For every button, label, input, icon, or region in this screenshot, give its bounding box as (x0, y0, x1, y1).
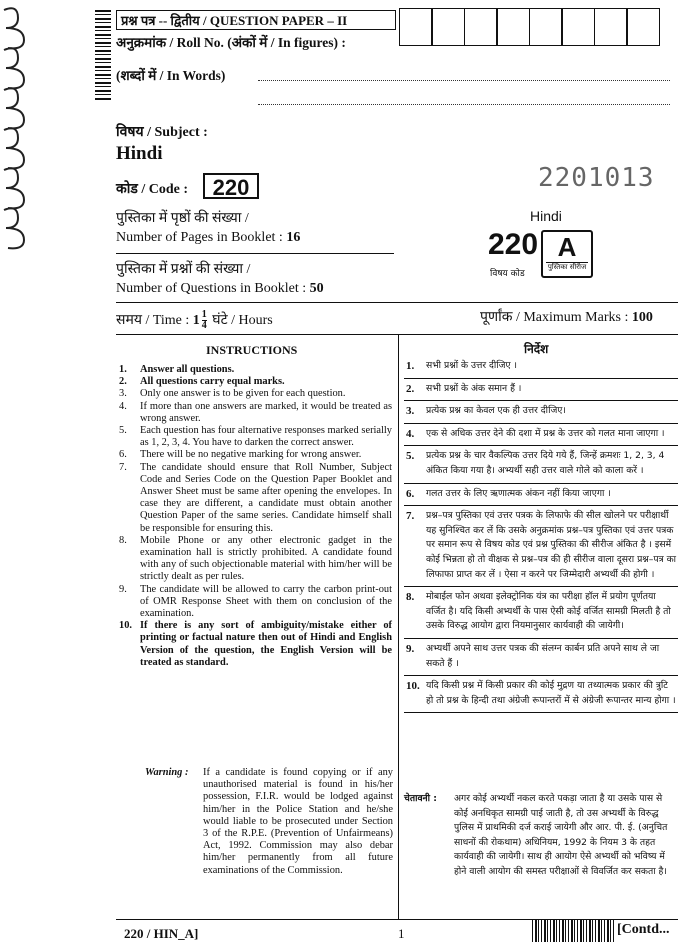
item-text: All questions carry equal marks. (140, 376, 285, 388)
list-item (116, 620, 392, 669)
contd-label: [Contd... (617, 922, 670, 937)
series-caption: पुस्तिका सीरीज (547, 263, 587, 271)
item-number: 10. (119, 620, 132, 632)
series-code: 220 (488, 228, 539, 261)
list-item (404, 590, 678, 639)
item-number: 9. (406, 642, 415, 655)
item-number: 3. (119, 388, 127, 400)
roll-box[interactable] (399, 8, 433, 46)
paper-title: प्रश्न पत्र -- द्वितीय / QUESTION PAPER – II (116, 10, 396, 30)
item-number: 4. (119, 400, 127, 412)
item-text: सभी प्रश्नों के उत्तर दीजिए । (426, 360, 517, 371)
item-text: गलत उत्तर के लिए ऋणात्मक अंकन नहीं किया जाएगा । (426, 487, 611, 499)
serial-number: 2201013 (538, 163, 655, 193)
nirdesh-heading: निर्देश (524, 342, 549, 356)
list-item (116, 462, 392, 535)
item-text: मोबाईल फोन अथवा इलेक्ट्रोनिक यंत्र का परीक्षा हॉल में प्रयोग पूर्णतया वर्जित है। यदि किसी अभ्यर्थी के पास ऐसी कोई वर्जित सामग्री मिलती है तो उसके विरुद्ध आयोग द्वारा नियमानुसार कार्यवाही की जायेगी। (426, 591, 671, 632)
series-letter: A (557, 232, 577, 262)
roll-box[interactable] (561, 8, 595, 46)
list-item (404, 487, 678, 507)
item-number: 6. (406, 487, 415, 500)
series-box (541, 230, 593, 278)
list-item (404, 359, 678, 379)
divider (116, 253, 394, 254)
time-num: 1 (201, 309, 207, 321)
page-number: 1 (398, 926, 405, 941)
list-item (404, 382, 678, 402)
list-item (116, 584, 392, 621)
item-text: एक से अधिक उत्तर देने की दशा में प्रश्न के उत्तर को गलत माना जाएगा । (426, 427, 665, 439)
item-number: 7. (406, 510, 415, 523)
questions-label-hi: पुस्तिका में प्रश्नों की संख्या / (116, 262, 251, 277)
questions-label-en: Number of Questions in Booklet : 50 (116, 281, 324, 296)
warning-text: If a candidate is found copying or if any unauthorised material is found in his/her possession, F.I.R. would be lodged against him/her in the Police Station and he/she would liable to be prosecuted under Section 3 of the R.P.E. (Prevention of Unfairmeans) Act, 1992. Commission may also debar him/her permanently from all future examinations of the Commission. (203, 767, 393, 876)
item-number: 6. (119, 449, 127, 461)
roll-no-label: अनुक्रमांक / Roll No. (अंकों में / In figures) : (116, 35, 346, 50)
divider-bottom (116, 334, 678, 335)
warning-label: Warning : (145, 767, 189, 778)
item-number: 10. (406, 680, 420, 693)
time-whole: 1 (192, 313, 200, 328)
instructions-heading: INSTRUCTIONS (206, 343, 298, 357)
item-number: 8. (406, 591, 415, 604)
divider-top (116, 302, 678, 303)
roll-box[interactable] (529, 8, 563, 46)
roll-box[interactable] (594, 8, 628, 46)
item-number: 9. (119, 583, 127, 595)
item-number: 2. (119, 376, 127, 388)
item-text: प्रत्येक प्रश्न के चार वैकल्पिक उत्तर दिये गये हैं, जिन्हें क्रमशः 1, 2, 3, 4 अंकित किया गया है। अभ्यर्थी सही उत्तर वाले गोले को काला करें । (426, 450, 665, 476)
list-item (404, 449, 678, 483)
edge-swirl-decoration (0, 0, 36, 270)
roll-words-label: (शब्दों में / In Words) (116, 68, 226, 83)
list-item (116, 388, 392, 400)
item-number: 1. (119, 364, 127, 375)
list-item (116, 401, 392, 425)
max-marks-label: पूर्णांक / Maximum Marks : (480, 310, 629, 325)
item-text: Only one answer is to be given for each question. (140, 388, 346, 400)
item-text: The candidate will be allowed to carry the carbon print-out of OMR Response Sheet with them on conclusion of the examination. (140, 583, 392, 620)
roll-number-boxes[interactable] (400, 8, 660, 46)
time (116, 310, 273, 331)
time-unit: घंटे / Hours (212, 313, 273, 328)
column-divider (398, 334, 399, 919)
item-number: 8. (119, 534, 127, 546)
chetavani-text: अगर कोई अभ्यर्थी नकल करते पकड़ा जाता है या उसके पास से कोई अनधिकृत सामग्री पाई जाती है, तो उस अभ्यर्थी के विरुद्ध पुलिस में प्राथमिकी दर्ज कराई जायेगी और आर. पी. ई. (अनुचित साधनों की रोकथाम) अधिनियम, 1992 के नियम 3 के तहत कार्यवाही की जायेगी। साथ ही आयोग ऐसे अभ्यर्थी को भविष्य में होने वाली आयोग की समस्त परीक्षाओं से विवर्जित कर सकता है। (454, 793, 668, 877)
list-item (116, 364, 392, 376)
questions-value: 50 (309, 281, 324, 296)
item-text: प्रत्येक प्रश्न का केवल एक ही उत्तर दीजिए। (426, 405, 566, 417)
list-item (116, 535, 392, 584)
item-number: 3. (406, 405, 415, 418)
list-item (404, 427, 678, 447)
time-label: समय / Time : (116, 313, 190, 328)
item-number: 1. (406, 360, 415, 372)
item-text: सभी प्रश्नों के अंक समान हैं । (426, 382, 522, 394)
code-box: 220 (203, 173, 259, 199)
roll-box[interactable] (626, 8, 660, 46)
item-number: 5. (119, 425, 127, 437)
list-item (116, 425, 392, 449)
item-text: If there is any sort of ambiguity/mistake either of printing or factual nature then out of Hindi and English Version of the question, the English Version will be treated as standard. (140, 620, 392, 668)
item-number: 2. (406, 382, 415, 395)
item-number: 5. (406, 450, 415, 463)
footer-code: 220 / HIN_A] (124, 926, 199, 941)
code-label: कोड / Code : (116, 182, 189, 197)
warning-block (145, 767, 393, 877)
item-number: 4. (406, 427, 415, 440)
item-text: Each question has four alternative responses marked serially as 1, 2, 3, 4. You have to darken the correct answer. (140, 425, 392, 449)
subject-label: विषय / Subject : (116, 125, 208, 140)
roll-box[interactable] (496, 8, 530, 46)
item-number: 7. (119, 461, 127, 473)
item-text: यदि किसी प्रश्न में किसी प्रकार की कोई मुद्रण या तथ्यात्मक प्रकार की त्रुटि हो तो प्रश्न के हिन्दी तथा अंग्रेजी रूपान्तरों में से अंग्रेजी रूपान्तर मान्य होगा । (426, 680, 676, 706)
series-subject: Hindi (530, 208, 562, 224)
time-den: 4 (201, 320, 207, 332)
roll-box[interactable] (431, 8, 465, 46)
max-marks (480, 307, 653, 326)
item-text: Answer all questions. (140, 364, 235, 375)
list-item (404, 404, 678, 424)
instructions-list (116, 364, 392, 669)
item-text: अभ्यर्थी अपने साथ उत्तर पत्रक की संलग्न कार्बन प्रति अपने साथ ले जा सकते हैं । (426, 642, 660, 669)
roll-words-line-2[interactable] (258, 104, 670, 105)
code-caption: विषय कोड (490, 269, 525, 279)
max-marks-value: 100 (631, 310, 653, 325)
roll-words-line[interactable] (258, 80, 670, 81)
nirdesh-list (404, 359, 678, 716)
pages-label-en: Number of Pages in Booklet : 16 (116, 230, 301, 245)
item-text: The candidate should ensure that Roll Number, Subject Code and Series Code on the Question Paper Booklet and Answer Sheet must be same after opening the envelopes. In case they are different, a candidate must obtain another Question Paper of the same series. Candidate himself shall be responsible for ensuring this. (140, 461, 392, 534)
list-item (404, 679, 678, 713)
list-item (116, 376, 392, 388)
list-item (116, 449, 392, 461)
chetavani-label: चेतावनी : (404, 793, 437, 804)
list-item (404, 642, 678, 676)
chetavani-block (404, 792, 678, 880)
item-text: प्रश्न–पत्र पुस्तिका एवं उत्तर पत्रक के लिफाफे की सील खोलने पर परीक्षार्थी यह सुनिश्चित कर लें कि उसके अनुक्रमांक प्रश्न–पत्र पुस्तिका एवं उत्तर पत्रक पर समान रूप से विषय कोड एवं प्रश्न पुस्तिका की सीरीज अंकित है । इसमें कोई भिन्नता हो तो वीक्षक से प्रश्न–पत्र की ही सीरीज वाला दूसरा प्रश्न–पत्र का लिफाफा प्राप्त कर लें । ऐसा न करने पर जिम्मेदारी अभ्यर्थी की होगी । (426, 510, 677, 580)
footer-barcode (532, 920, 614, 942)
item-text: Mobile Phone or any other electronic gadget in the examination hall is strictly prohibited. A candidate found with any of such objectionable material with him/her will be strictly dealt as per rules. (140, 534, 392, 583)
list-item (404, 509, 678, 587)
pages-label-hi: पुस्तिका में पृष्ठों की संख्या / (116, 211, 249, 226)
subject-value: Hindi (116, 143, 163, 164)
pages-value: 16 (286, 230, 301, 245)
item-text: There will be no negative marking for wrong answer. (140, 449, 362, 461)
vertical-barcode (95, 10, 111, 100)
roll-box[interactable] (464, 8, 498, 46)
item-text: If more than one answers are marked, it would be treated as wrong answer. (140, 400, 392, 424)
